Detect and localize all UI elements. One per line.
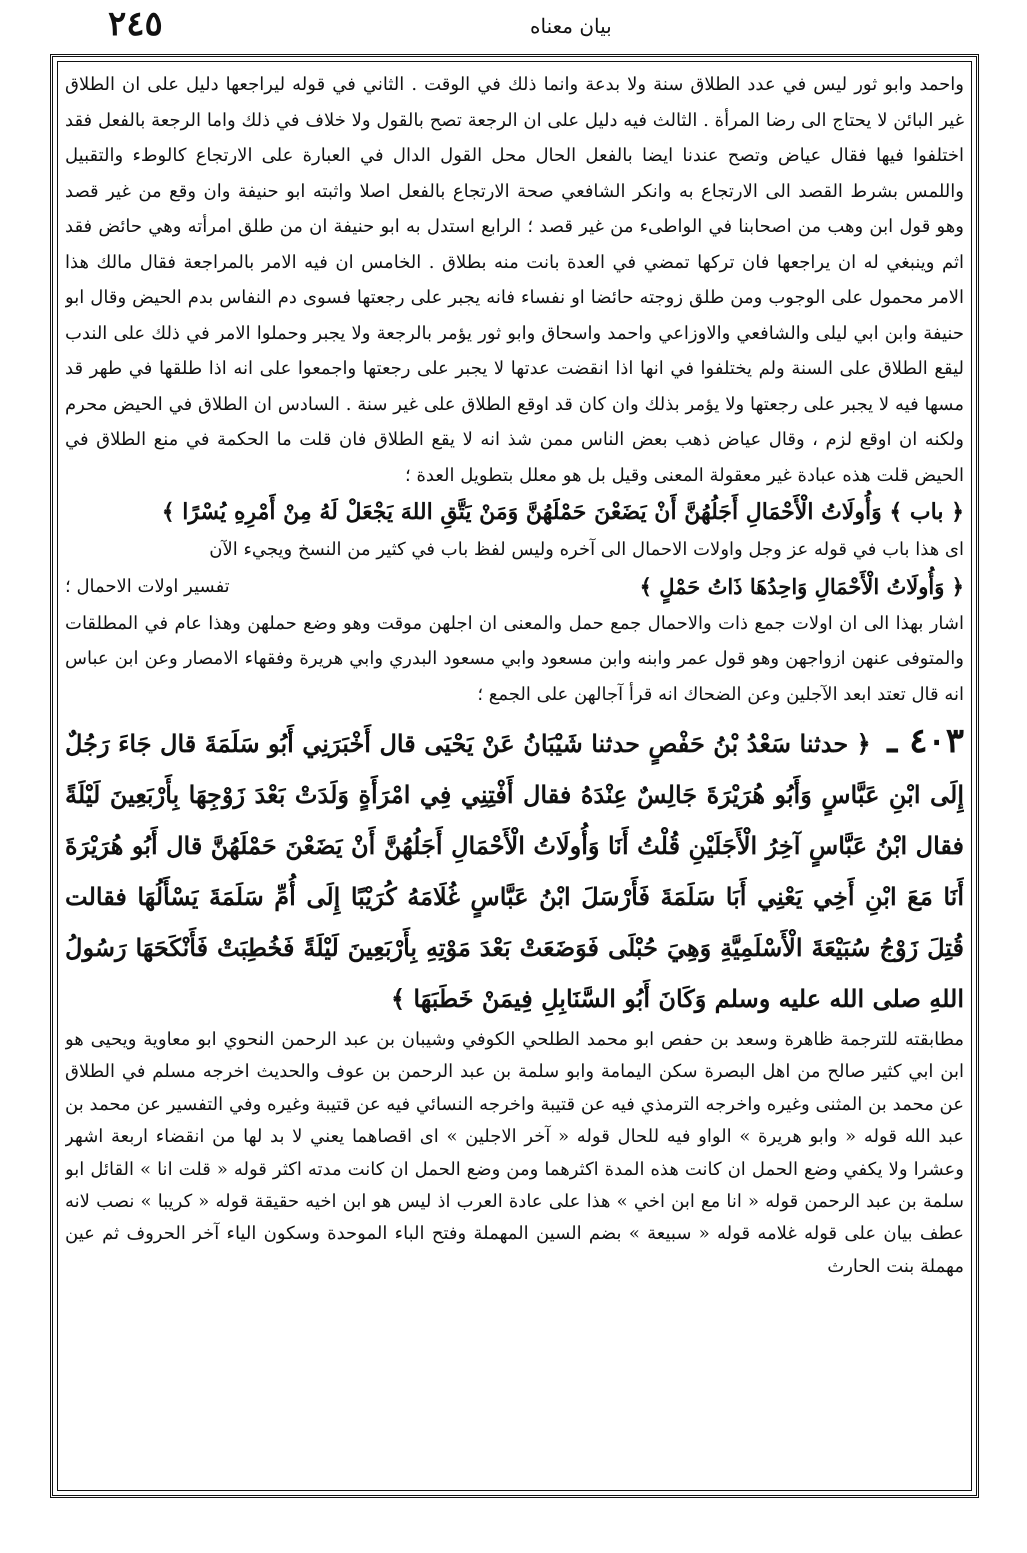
subheading-label: تفسير اولات الاحمال ؛ [65,575,230,597]
page-number: ٢٤٥ [108,4,163,44]
subheading-quote: ﴿ وَأُولَاتُ الْأَحْمَالِ وَاحِدُهَا ذَاتُ حَمْلٍ ﴾ [639,573,964,599]
running-title: بيان معناه [530,14,612,38]
commentary-paragraph-2: اشار بهذا الى ان اولات جمع ذات والاحمال جمع حمل والمعنى ان اجلهن موقت وهو وضع حملهن وهذا عام في المطلقات والمتوفى عنهن ازواجهن وهو قول عمر وابنه وابن مسعود وابي مسعود البدري وابي هريرة وفقهاء الامصار وعن ابن عباس انه قال تعتد ابعد الآجلين وعن الضحاك انه قرأ آجالهن على الجمع ؛ [65,612,964,705]
chapter-heading: ﴿ باب ﴾ وَأُولَاتُ الْأَحْمَالِ أَجَلُهُنَّ أَنْ يَضَعْنَ حَمْلَهُنَّ وَمَنْ يَتَّقِ اللهَ يَجْعَلْ لَهُ مِنْ أَمْرِهِ يُسْرًا ﴾ [161,499,964,525]
hadith-number: ٤٠٣ ـ [887,721,964,761]
commentary-paragraph-3: مطابقته للترجمة ظاهرة وسعد بن حفص ابو محمد الطلحي الكوفي وشيبان بن عبد الرحمن النحوي ابو معاوية ويحيى هو ابن ابي كثير صالح من اهل البصرة سكن اليمامة وابو سلمة بن عبد الرحمن بن عوف والحديث اخرجه مسلم في الطلاق عن محمد بن المثنى وغيره واخرجه الترمذي فيه عن قتيبة واخرجه النسائي فيه عن قتيبة وغيره وفي التفسير عن محمد بن عبد الله قوله « وابو هريرة » الواو فيه للحال قوله « آخر الاجلين » اى اقصاهما يعني لا بد لها من انقضاء اربعة اشهر وعشرا ولا يكفي وضع الحمل ان كانت هذه المدة اكثرهما ومن وضع الحمل ان كانت مدته اكثر قوله « قلت انا » القائل ابو سلمة بن عبد الرحمن قوله « انا مع ابن اخي » هذا على عادة العرب اذ ليس هو ابن اخيه حقيقة قوله « كريبا » نصب لانه عطف بيان على قوله غلامه قوله « سبيعة » بضم السين المهملة وفتح الباء الموحدة وسكون الياء آخر الحروف ثم عين مهملة بنت الحارث [65,1029,964,1277]
commentary-paragraph-1: واحمد وابو ثور ليس في عدد الطلاق سنة ولا بدعة وانما ذلك في الوقت . الثاني في قوله ليراجعها دليل على ان الطلاق غير البائن لا يحتاج الى رضا المرأة . الثالث فيه دليل على ان الرجعة تصح بالقول ولا خلاف في ذلك واما الرجعة بالفعل فقد اختلفوا فيها فقال عياض وتصح عندنا ايضا بالفعل الحال محل القول الدال في العبارة على الارتجاع كالوطء والتقبيل واللمس بشرط القصد الى الارتجاع به وانكر الشافعي صحة الارتجاع بالفعل اصلا واثبته ابو حنيفة وان وقع من غير قصد وهو قول ابن وهب من اصحابنا في الواطىء من غير قصد ؛ الرابع استدل به ابو حنيفة ان من طلق امرأته وهي حائض فقد اثم وينبغي له ان يراجعها فان تركها تمضي في العدة بانت منه بطلاق . الخامس ان فيه الامر بالمراجعة فقال مالك هذا الامر محمول على الوجوب ومن طلق زوجته حائضا او نفساء فانه يجبر على رجعتها فسوى دم النفاس بدم الحيض وقال ابو حنيفة وابن ابي ليلى والشافعي والاوزاعي واحمد واسحاق وابو ثور يؤمر بالرجعة ولا يجبر وحملوا الامر في ذلك على الندب ليقع الطلاق على السنة ولم يختلفوا في انها اذا انقضت عدتها لا يجبر على رجعتها واجمعوا على انه اذا طلقها في طهر قد مسها فيه لا يجبر على رجعتها ولا يؤمر بذلك وان كان قد اوقع الطلاق على غير سنة . السادس ان الطلاق في الحيض محرم ولكنه ان اوقع لزم ، وقال عياض ذهب بعض الناس ممن شذ انه لا يقع الطلاق فان قلت ما الحكمة في منع الطلاق في الحيض قلت هذه عبادة غير معقولة المعنى وقيل بل هو معلل بتطويل العدة ؛ [65,74,964,486]
chapter-explanation: اى هذا باب في قوله عز وجل واولات الاحمال الى آخره وليس لفظ باب في كثير من النسخ ويجيء الآن [209,539,964,560]
page-header [60,4,740,48]
hadith-text: ﴿ حدثنا سَعْدُ بْنُ حَفْصٍ حدثنا شَيْبَانُ عَنْ يَحْيَى قال أَخْبَرَنِي أَبُو سَلَمَةَ قال جَاءَ رَجُلٌ إِلَى ابْنِ عَبَّاسٍ وَأَبُو هُرَيْرَةَ جَالِسٌ عِنْدَهُ فقال أَفْتِنِي فِي امْرَأَةٍ وَلَدَتْ بَعْدَ زَوْجِهَا بِأَرْبَعِينَ لَيْلَةً فقال ابْنُ عَبَّاسٍ آخِرُ الْأَجَلَيْنِ قُلْتُ أَنَا وَأُولَاتُ الْأَحْمَالِ أَجَلُهُنَّ أَنْ يَضَعْنَ حَمْلَهُنَّ قال أَبُو هُرَيْرَةَ أَنَا مَعَ ابْنِ أَخِي يَعْنِي أَبَا سَلَمَةَ فَأَرْسَلَ ابْنُ عَبَّاسٍ غُلَامَهُ كُرَيْبًا إِلَى أُمِّ سَلَمَةَ يَسْأَلُهَا فقالت قُتِلَ زَوْجُ سُبَيْعَةَ الْأَسْلَمِيَّةِ وَهِيَ حُبْلَى فَوَضَعَتْ بَعْدَ مَوْتِهِ بِأَرْبَعِينَ لَيْلَةً فَخُطِبَتْ فَأَنْكَحَهَا رَسُولُ اللهِ صلى الله عليه وسلم وَكَانَ أَبُو السَّنَابِلِ فِيمَنْ خَطَبَهَا ﴾ [65,729,964,1013]
page-body [65,67,964,1485]
subheading-line [65,568,964,606]
hadith-block [65,716,964,1024]
page-frame [50,54,979,1498]
